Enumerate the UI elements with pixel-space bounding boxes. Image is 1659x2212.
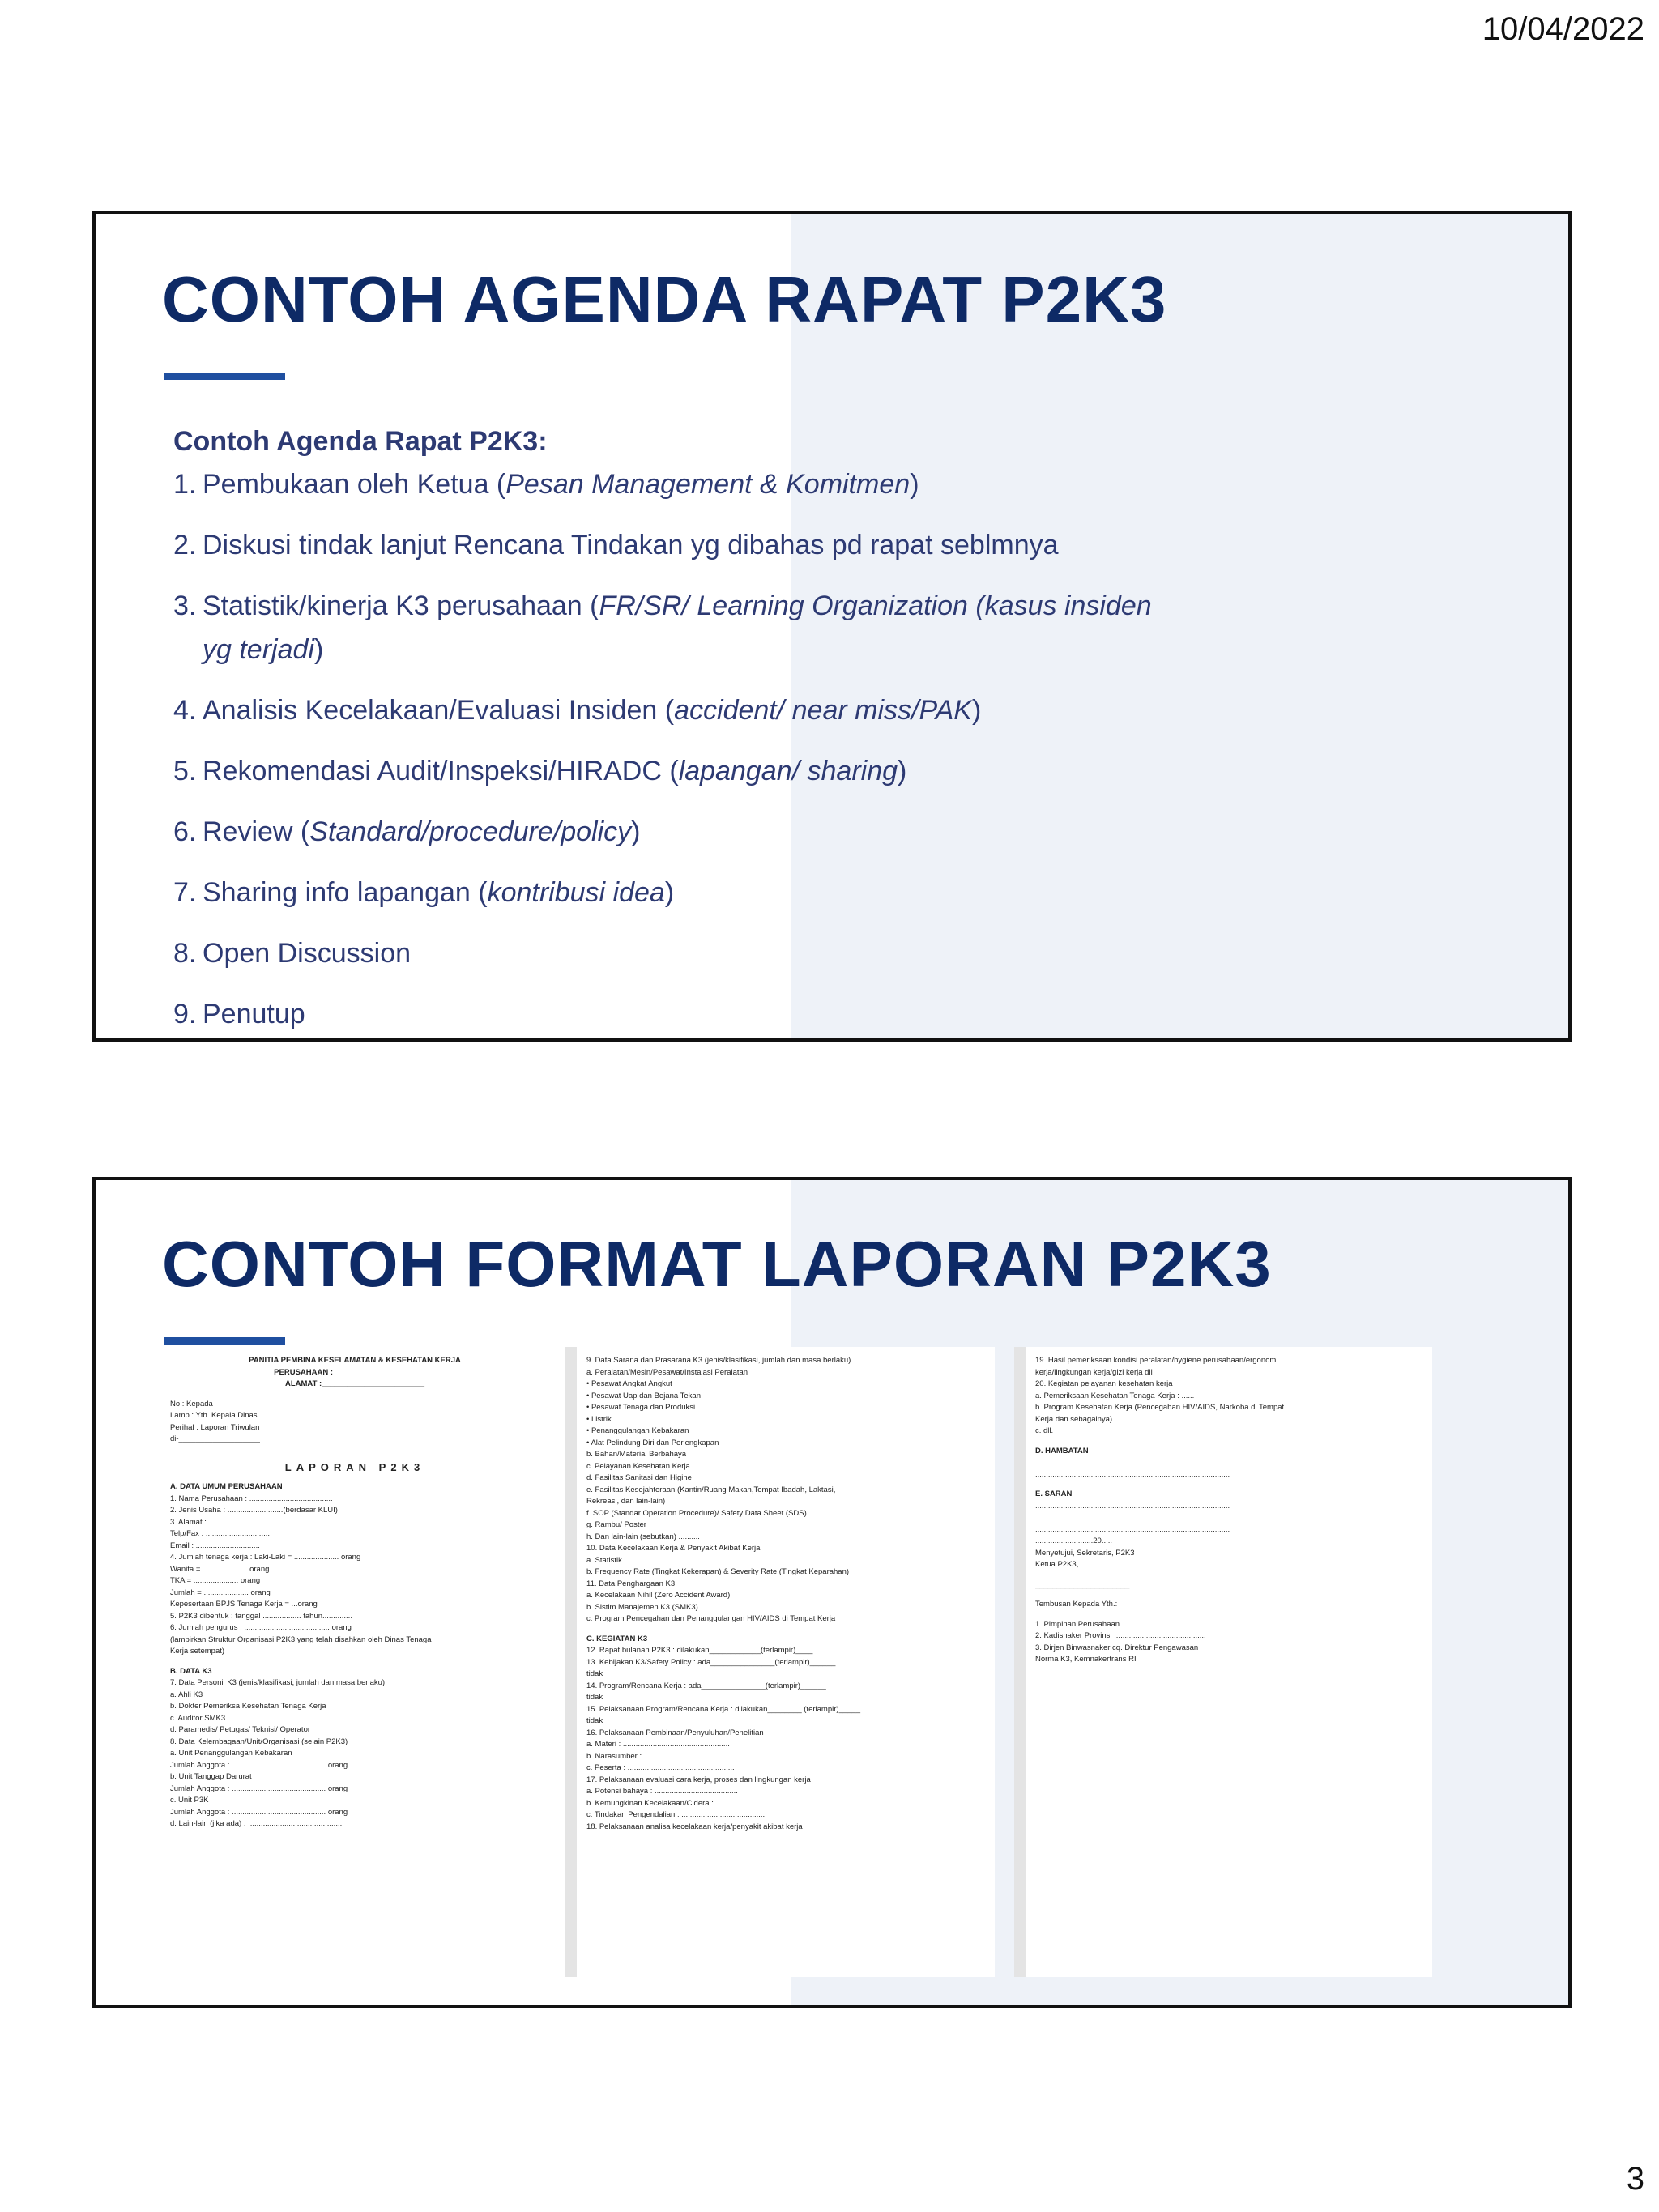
doc-line: h. Dan lain-lain (sebutkan) ..........: [586, 1532, 700, 1541]
doc-line: D. HAMBATAN: [1035, 1446, 1089, 1455]
doc-line: Telp/Fax : ..............................: [170, 1529, 271, 1538]
doc-line: g. Rambu/ Poster: [586, 1520, 646, 1529]
doc-line: b. Program Kesehatan Kerja (Pencegahan HIV/AIDS, Narkoba di Tempat: [1035, 1403, 1285, 1412]
title-accent-bar: [164, 1337, 285, 1345]
doc-line: 5. P2K3 dibentuk : tanggal .................. tahun..............: [170, 1611, 352, 1621]
doc-line: • Listrik: [586, 1414, 612, 1424]
doc-line: a. Peralatan/Mesin/Pesawat/Instalasi Peralatan: [586, 1367, 748, 1377]
doc-line: Jumlah Anggota : ............................................ orang: [170, 1784, 348, 1793]
agenda-item: 9. Penutup: [173, 999, 305, 1029]
doc-line: 2. Jenis Usaha : ..........................(berdasar KLUI): [170, 1506, 338, 1515]
doc-line: a. Unit Penanggulangan Kebakaran: [170, 1749, 292, 1758]
doc-line: a. Statistik: [586, 1555, 622, 1565]
doc-line: a. Ahli K3: [170, 1690, 203, 1699]
doc-line: 18. Pelaksanaan analisa kecelakaan kerja/penyakit akibat kerja: [586, 1822, 803, 1831]
doc-line: B. DATA K3: [170, 1666, 212, 1676]
doc-line: ______________________: [1035, 1579, 1130, 1589]
agenda-item: 5. Rekomendasi Audit/Inspeksi/HIRADC (lapangan/ sharing): [173, 756, 907, 786]
doc-line: Jumlah Anggota : ............................................ orang: [170, 1760, 348, 1770]
page-number: 3: [1626, 2161, 1644, 2197]
doc-line: a. Kecelakaan Nihil (Zero Accident Award): [586, 1591, 731, 1600]
doc-line: 7. Data Personil K3 (jenis/klasifikasi, jumlah dan masa berlaku): [170, 1678, 386, 1687]
doc-line: 4. Jumlah tenaga kerja : Laki-Laki = ..................... orang: [170, 1553, 361, 1562]
doc-line: Tembusan Kepada Yth.:: [1035, 1600, 1118, 1609]
doc-line: • Pesawat Tenaga dan Produksi: [586, 1403, 696, 1412]
doc-line: 3. Dirjen Binwasnaker cq. Direktur Pengawasan: [1035, 1643, 1199, 1652]
doc-spacer: [170, 1658, 539, 1666]
doc-line: 1. Pimpinan Perusahaan ...........................................: [1035, 1619, 1214, 1629]
report-page-2: [565, 1347, 995, 1977]
doc-line: e. Fasilitas Kesejahteraan (Kantin/Ruang Makan,Tempat Ibadah, Laktasi,: [586, 1485, 836, 1494]
doc-line: Jumlah Anggota : ............................................ orang: [170, 1807, 348, 1817]
doc-line: tidak: [586, 1693, 603, 1702]
doc-line: tidak: [586, 1716, 603, 1725]
doc-line: Email : ..............................: [170, 1541, 260, 1550]
doc-line: Jumlah = ..................... orang: [170, 1588, 271, 1597]
doc-line: LAPORAN P2K3: [284, 1460, 425, 1473]
doc-line: 15. Pelaksanaan Program/Rencana Kerja : dilakukan________ (terlampir)_____: [586, 1704, 860, 1714]
doc-line: ...........................................................................................: [1035, 1513, 1230, 1522]
doc-spacer: [1035, 1438, 1422, 1446]
doc-line: Rekreasi, dan lain-lain): [586, 1497, 666, 1506]
slide-title: CONTOH FORMAT LAPORAN P2K3: [162, 1228, 1272, 1300]
agenda-list-block: [173, 426, 1178, 1042]
doc-line: b. Dokter Pemeriksa Kesehatan Tenaga Kerja: [170, 1702, 326, 1711]
doc-line: a. Potensi bahaya : .......................................: [586, 1787, 738, 1796]
page-date: 10/04/2022: [1482, 11, 1644, 47]
doc-line: Norma K3, Kemnakertrans RI: [1035, 1655, 1137, 1664]
doc-line: (lampirkan Struktur Organisasi P2K3 yang telah disahkan oleh Dinas Tenaga: [170, 1634, 432, 1644]
doc-line: 16. Pelaksanaan Pembinaan/Penyuluhan/Penelitian: [586, 1728, 764, 1737]
agenda-item: 2. Diskusi tindak lanjut Rencana Tindakan yg dibahas pd rapat seblmnya: [173, 530, 1059, 560]
doc-line: ...........................................................................................: [1035, 1469, 1230, 1479]
doc-line: c. Pelayanan Kesehatan Kerja: [586, 1461, 690, 1471]
doc-line: ALAMAT :________________________: [284, 1379, 424, 1388]
agenda-item: 3. Statistik/kinerja K3 perusahaan (FR/SR/ Learning Organization (kasus insiden yg terjadi): [173, 590, 1152, 665]
doc-line: PERUSAHAAN :________________________: [274, 1367, 436, 1377]
agenda-heading: Contoh Agenda Rapat P2K3:: [173, 426, 548, 457]
report-thumbnails: [160, 1347, 1510, 1977]
doc-spacer: [1035, 1571, 1422, 1579]
doc-line: Menyetujui, Sekretaris, P2K3: [1035, 1548, 1135, 1558]
doc-line: 2. Kadisnaker Provinsi ...........................................: [1035, 1631, 1206, 1640]
doc-line: Perihal : Laporan Triwulan: [170, 1422, 260, 1432]
agenda-item: 1. Pembukaan oleh Ketua (Pesan Management & Komitmen): [173, 469, 919, 500]
doc-spacer: [586, 1626, 985, 1634]
doc-line: Ketua P2K3,: [1035, 1560, 1079, 1569]
doc-spacer: [1035, 1611, 1422, 1619]
doc-line: No : Kepada: [170, 1399, 213, 1409]
doc-line: Kepesertaan BPJS Tenaga Kerja = ...orang: [170, 1600, 318, 1609]
doc-line: d. Lain-lain (jika ada) : ............................................: [170, 1819, 343, 1828]
doc-line: 8. Data Kelembagaan/Unit/Organisasi (selain P2K3): [170, 1737, 348, 1746]
slide-title: CONTOH AGENDA RAPAT P2K3: [162, 263, 1167, 335]
doc-line: ...........................................................................................: [1035, 1458, 1230, 1467]
doc-line: E. SARAN: [1035, 1490, 1073, 1498]
doc-line: C. KEGIATAN K3: [586, 1634, 648, 1643]
doc-line: c. Tindakan Pengendalian : .......................................: [586, 1810, 766, 1819]
doc-line: b. Bahan/Material Berbahaya: [586, 1450, 687, 1459]
doc-spacer: [170, 1446, 539, 1454]
doc-line: d. Fasilitas Sanitasi dan Higine: [586, 1473, 692, 1482]
doc-line: • Penanggulangan Kebakaran: [586, 1426, 689, 1435]
doc-line: b. Kemungkinan Kecelakaan/Cidera : ..............................: [586, 1798, 780, 1808]
doc-line: • Pesawat Angkat Angkut: [586, 1379, 672, 1388]
doc-spacer: [1035, 1591, 1422, 1599]
doc-line: tidak: [586, 1669, 603, 1678]
doc-spacer: [1035, 1481, 1422, 1489]
doc-line: 14. Program/Rencana Kerja : ada_______________(terlampir)______: [586, 1681, 826, 1690]
doc-line: 3. Alamat : .......................................: [170, 1517, 292, 1527]
doc-line: 13. Kebijakan K3/Safety Policy : ada_______________(terlampir)______: [586, 1657, 836, 1667]
agenda-item: 6. Review (Standard/procedure/policy): [173, 816, 641, 847]
doc-line: ...........................................................................................: [1035, 1524, 1230, 1534]
doc-line: a. Pemeriksaan Kesehatan Tenaga Kerja : ......: [1035, 1391, 1195, 1400]
doc-line: c. Unit P3K: [170, 1796, 209, 1805]
doc-line: 17. Pelaksanaan evaluasi cara kerja, proses dan lingkungan kerja: [586, 1775, 811, 1784]
doc-line: b. Frequency Rate (Tingkat Kekerapan) & Severity Rate (Tingkat Keparahan): [586, 1567, 850, 1576]
doc-line: ...........................................................................................: [1035, 1501, 1230, 1511]
doc-line: 20. Kegiatan pelayanan kesehatan kerja: [1035, 1379, 1173, 1388]
doc-line: f. SOP (Standar Operation Procedure)/ Safety Data Sheet (SDS): [586, 1508, 807, 1518]
doc-line: TKA = ..................... orang: [170, 1576, 261, 1585]
doc-line: • Pesawat Uap dan Bejana Tekan: [586, 1391, 701, 1400]
doc-line: Lamp : Yth. Kepala Dinas: [170, 1411, 258, 1420]
doc-line: ...........................20.....: [1035, 1536, 1113, 1545]
doc-line: 19. Hasil pemeriksaan kondisi peralatan/hygiene perusahaan/ergonomi: [1035, 1356, 1278, 1365]
doc-line: b. Narasumber : ..................................................: [586, 1751, 751, 1761]
doc-line: c. Peserta : ..................................................: [586, 1763, 735, 1772]
doc-line: 10. Data Kecelakaan Kerja & Penyakit Akibat Kerja: [586, 1544, 761, 1553]
doc-line: 11. Data Penghargaan K3: [586, 1579, 676, 1588]
report-page-1: [160, 1347, 549, 1977]
doc-line: A. DATA UMUM PERUSAHAAN: [170, 1482, 283, 1491]
doc-line: b. Unit Tanggap Darurat: [170, 1772, 252, 1781]
slide-agenda: [92, 211, 1572, 1042]
doc-line: 1. Nama Perusahaan : .......................................: [170, 1494, 333, 1503]
doc-line: 12. Rapat bulanan P2K3 : dilakukan____________(terlampir)____: [586, 1646, 813, 1655]
slide-report-format: [92, 1177, 1572, 2008]
doc-line: Wanita = ..................... orang: [170, 1564, 270, 1574]
doc-line: di-___________________: [170, 1434, 260, 1443]
doc-line: 9. Data Sarana dan Prasarana K3 (jenis/klasifikasi, jumlah dan masa berlaku): [586, 1356, 851, 1365]
agenda-list: [173, 462, 1178, 1036]
agenda-item: 8. Open Discussion: [173, 938, 412, 969]
doc-line: c. Program Pencegahan dan Penanggulangan HIV/AIDS di Tempat Kerja: [586, 1614, 836, 1623]
doc-line: b. Sistim Manajemen K3 (SMK3): [586, 1602, 698, 1612]
doc-line: kerja/lingkungan kerja/gizi kerja dll: [1035, 1367, 1153, 1377]
title-accent-bar: [164, 373, 285, 380]
doc-spacer: [170, 1391, 539, 1399]
doc-line: PANITIA PEMBINA KESELAMATAN & KESEHATAN KERJA: [249, 1356, 461, 1365]
doc-line: a. Materi : ..................................................: [586, 1740, 730, 1749]
doc-line: c. dll.: [1035, 1426, 1054, 1435]
report-page-3: [1014, 1347, 1432, 1977]
agenda-item: 7. Sharing info lapangan (kontribusi idea): [173, 877, 675, 908]
doc-line: Kerja dan sebagainya) ....: [1035, 1414, 1124, 1424]
agenda-item: 4. Analisis Kecelakaan/Evaluasi Insiden (accident/ near miss/PAK): [173, 695, 982, 726]
doc-line: 6. Jumlah pengurus : ........................................ orang: [170, 1623, 352, 1632]
doc-line: d. Paramedis/ Petugas/ Teknisi/ Operator: [170, 1725, 311, 1734]
doc-line: • Alat Pelindung Diri dan Perlengkapan: [586, 1438, 719, 1447]
doc-line: Kerja setempat): [170, 1647, 225, 1656]
doc-line: c. Auditor SMK3: [170, 1713, 226, 1723]
